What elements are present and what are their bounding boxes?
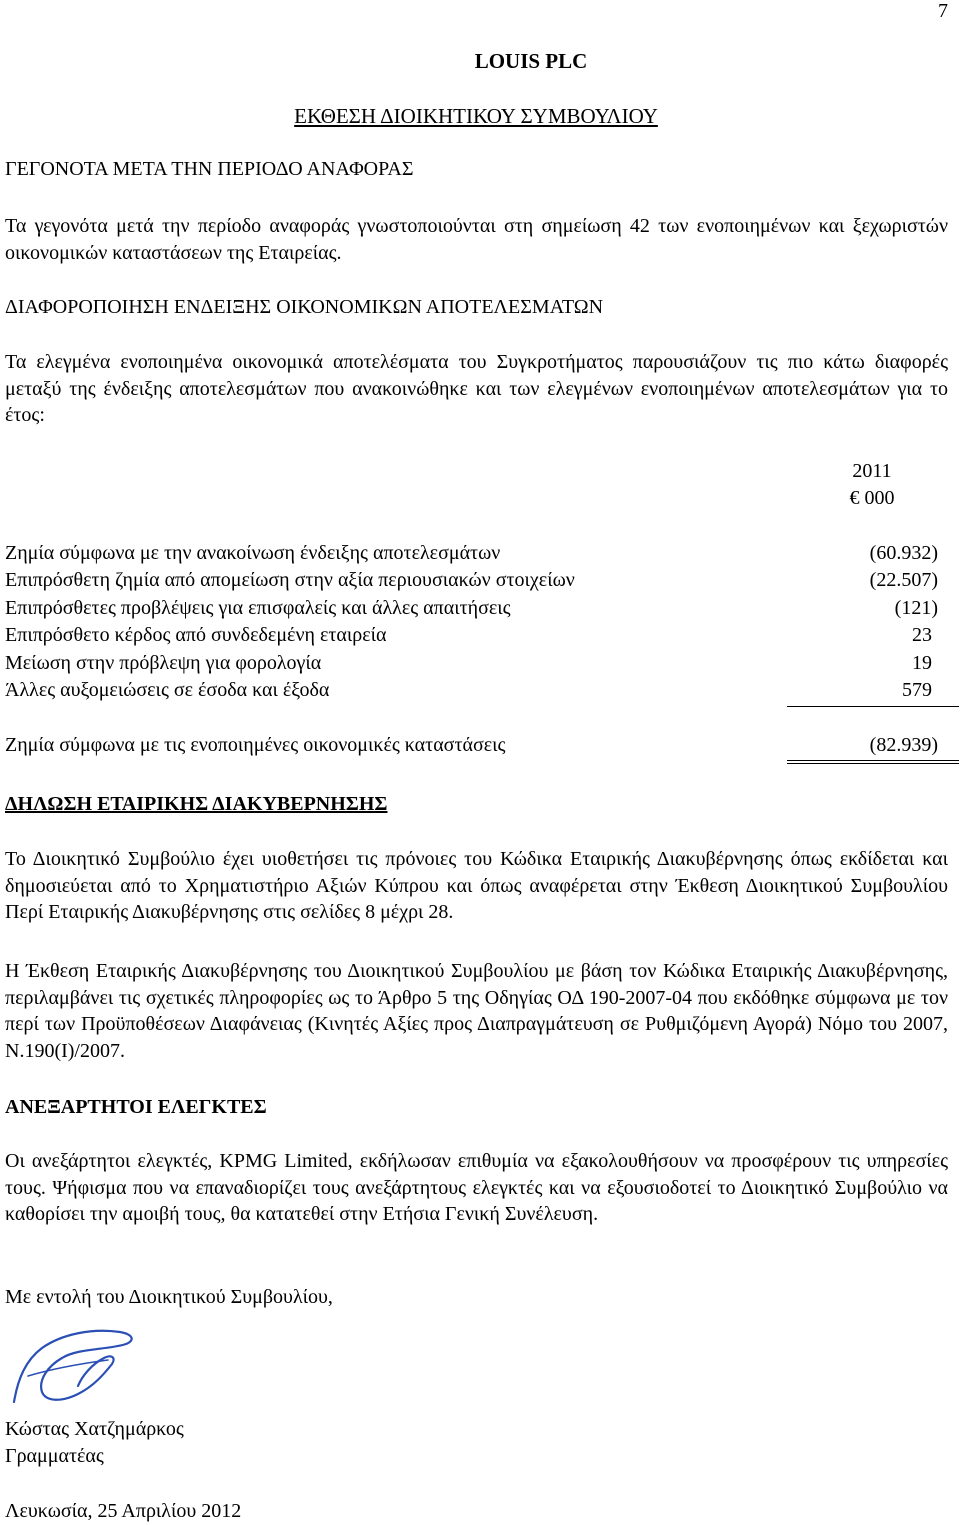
table-row-value: (22.507) [869, 569, 938, 591]
table-row-value: 19 [912, 652, 932, 674]
table-row-value: (121) [894, 597, 938, 619]
table-row-label: Ζημία σύμφωνα με την ανακοίνωση ένδειξης αποτελεσμάτων [5, 542, 501, 564]
governance-paragraph-2: Η Έκθεση Εταιρικής Διακυβέρνησης του Διοικητικού Συμβουλίου με βάση τον Κώδικα Εταιρικής Διακυβέρνησης, περιλαμβάνει τις σχετικές πληροφορίες ως το Άρθρο 5 της Οδηγίας ΟΔ 190-2007-04 που εκδόθηκε σύμφωνα με τον περί των Προϋποθέσεων Διαφάνειας (Κινητές Αξίες προς Διαπραγμάτευση σε Ρυθμιζόμενη Αγορά) Νόμο του 2007, Ν.190(Ι)/2007. [5, 960, 948, 1062]
auditors-heading: ΑΝΕΞΑΡΤΗΤΟΙ ΕΛΕΓΚΤΕΣ [5, 1096, 267, 1118]
order-text: Με εντολή του Διοικητικού Συμβουλίου, [5, 1286, 333, 1308]
table-row-label: Άλλες αυξομειώσεις σε έσοδα και έξοδα [5, 679, 330, 701]
report-title: ΕΚΘΕΣΗ ΔΙΟΙΚΗΤΙΚΟΥ ΣΥΜΒΟΥΛΙΟΥ [294, 104, 658, 128]
table-row-value: (60.932) [869, 542, 938, 564]
governance-heading: ΔΗΛΩΣΗ ΕΤΑΙΡΙΚΗΣ ΔΙΑΚΥΒΕΡΝΗΣΗΣ [5, 793, 388, 815]
subtotal-rule [787, 706, 959, 707]
place-date: Λευκωσία, 25 Απριλίου 2012 [5, 1500, 242, 1522]
table-row-label: Επιπρόσθετη ζημία από απομείωση στην αξία περιουσιακών στοιχείων [5, 569, 575, 591]
difference-heading: ΔΙΑΦΟΡΟΠΟΙΗΣΗ ΕΝΔΕΙΞΗΣ ΟΙΚΟΝΟΜΙΚΩΝ ΑΠΟΤΕΛΕΣΜΑΤΩΝ [5, 296, 604, 318]
page-number: 7 [938, 0, 948, 22]
company-name: LOUIS PLC [474, 49, 588, 73]
unit-column-header: € 000 [849, 487, 895, 509]
table-row-value: 23 [912, 624, 932, 646]
auditors-paragraph: Οι ανεξάρτητοι ελεγκτές, KPMG Limited, εκδήλωσαν επιθυμία να εξακολουθήσουν να προσφέρουν τις υπηρεσίες τους. Ψήφισμα που να επαναδιορίζει τους ανεξάρτητους ελεγκτές και να εξουσιοδοτεί το Διοικητικό Συμβούλιο να καθορίσει την αμοιβή τους, θα κατατεθεί στην Ετήσια Γενική Συνέλευση. [5, 1150, 948, 1225]
total-rule-bottom [787, 763, 959, 764]
signer-name: Κώστας Χατζημάρκος [5, 1418, 184, 1440]
handwritten-signature [8, 1318, 138, 1410]
table-row-label: Επιπρόσθετες προβλέψεις για επισφαλείς και άλλες απαιτήσεις [5, 597, 511, 619]
table-row-label: Επιπρόσθετο κέρδος από συνδεδεμένη εταιρεία [5, 624, 387, 646]
difference-paragraph: Τα ελεγμένα ενοποιημένα οικονομικά αποτελέσματα του Συγκροτήματος παρουσιάζουν τις πιο κάτω διαφορές μεταξύ της ένδειξης αποτελεσμάτων που ανακοινώθηκε και των ελεγμένων ενοποιημένων αποτελεσμάτων για το έτος: [5, 351, 948, 426]
signer-title: Γραμματέας [5, 1445, 104, 1467]
table-row-label: Μείωση στην πρόβλεψη για φορολογία [5, 652, 322, 674]
governance-paragraph-1: Το Διοικητικό Συμβούλιο έχει υιοθετήσει τις πρόνοιες του Κώδικα Εταιρικής Διακυβέρνησης όπως εκδίδεται και δημοσιεύεται από το Χρηματιστήριο Αξιών Κύπρου και όπως αναφέρεται στην Έκθεση Διοικητικού Συμβουλίου Περί Εταιρικής Διακυβέρνησης στις σελίδες 8 μέχρι 28. [5, 848, 948, 923]
total-rule-top [787, 760, 959, 761]
total-row-label: Ζημία σύμφωνα με τις ενοποιημένες οικονομικές καταστάσεις [5, 734, 506, 756]
events-heading: ΓΕΓΟΝΟΤΑ ΜΕΤΑ ΤΗΝ ΠΕΡΙΟΔΟ ΑΝΑΦΟΡΑΣ [5, 158, 414, 180]
events-paragraph: Τα γεγονότα μετά την περίοδο αναφοράς γνωστοποιούνται στη σημείωση 42 των ενοποιημένων και ξεχωριστών οικονομικών καταστάσεων της Εταιρείας. [5, 215, 948, 264]
total-row-value: (82.939) [869, 734, 938, 756]
year-column-header: 2011 [852, 460, 892, 482]
table-row-value: 579 [902, 679, 932, 701]
